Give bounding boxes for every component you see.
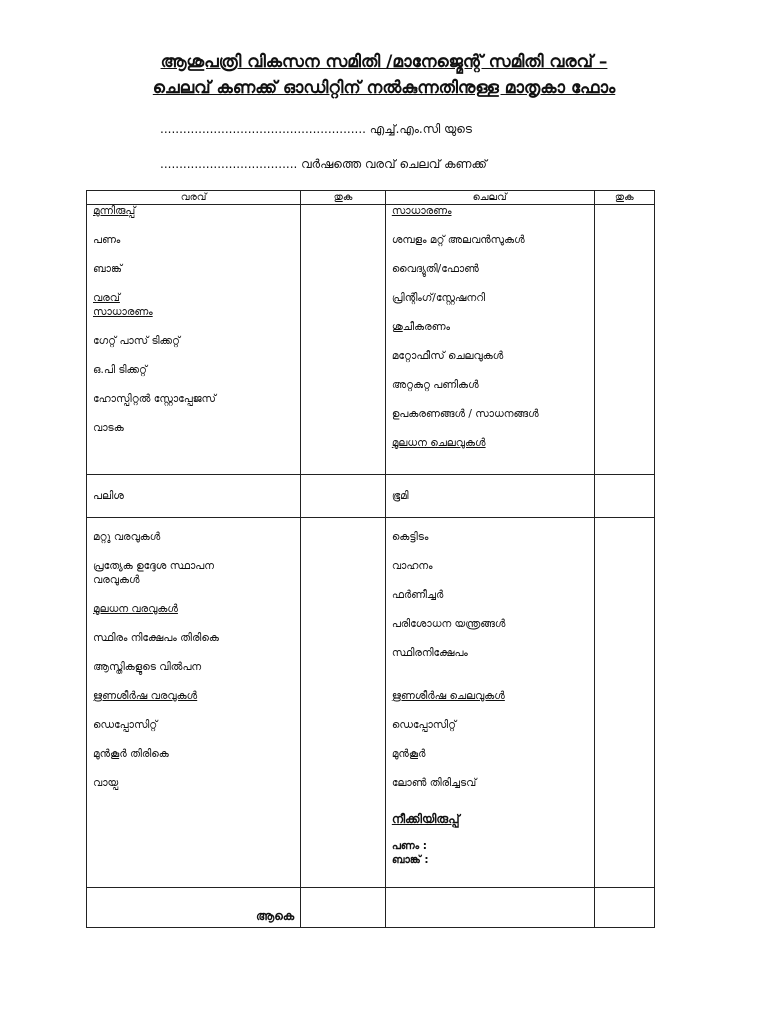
income-amount-cell-section1[interactable] bbox=[301, 205, 386, 475]
list-item: ശുചീകരണം bbox=[391, 321, 450, 333]
list-item: മൂലധന ചെലവുകൾ bbox=[391, 437, 486, 449]
list-item: മൂലധന വരവുകൾ bbox=[93, 603, 178, 615]
table-row-section1 bbox=[87, 205, 655, 475]
list-item: വാടക bbox=[93, 422, 124, 434]
list-item: മുൻകൂർ തിരികെ bbox=[93, 748, 169, 760]
list-item: വാഹനം bbox=[391, 560, 433, 572]
expense-cell-section2 bbox=[385, 475, 594, 518]
table-row-section3 bbox=[87, 518, 655, 888]
balance-heading: നീക്കിയിരുപ്പ് bbox=[391, 812, 460, 826]
list-item: ശമ്പളം മറ്റ് അലവൻസുകൾ bbox=[391, 234, 525, 246]
list-item: മുൻകൂർ bbox=[391, 748, 426, 760]
total-label: ആകെ bbox=[87, 888, 301, 928]
year-account-line: .................................... വർഷത്തെ വരവ് ചെലവ് കണക്ക് bbox=[160, 157, 487, 171]
list-item: വരവ് bbox=[93, 292, 120, 304]
list-item: ബാങ്ക് : bbox=[391, 854, 429, 866]
list-item: ഡെപ്പോസിറ്റ് bbox=[93, 719, 158, 731]
expense-total-cell[interactable] bbox=[594, 888, 654, 928]
list-item: ഉപകരണങ്ങൾ / സാധനങ്ങൾ bbox=[391, 408, 539, 420]
income-amount-cell-section3[interactable] bbox=[301, 518, 386, 888]
list-item: വായ്പ bbox=[93, 777, 119, 789]
list-item: പ്രിന്റിംഗ്/സ്റ്റേഷനറി bbox=[391, 292, 486, 304]
income-amount-cell-section2[interactable] bbox=[301, 475, 386, 518]
list-item: സാധാരണം bbox=[391, 205, 452, 217]
table-row-section2 bbox=[87, 475, 655, 518]
list-item: സ്ഥിരനിക്ഷേപം bbox=[391, 647, 468, 659]
list-item: ബാങ്ക് bbox=[93, 263, 122, 275]
list-item: സാധാരണം bbox=[93, 306, 153, 318]
list-item: കെട്ടിടം bbox=[391, 531, 429, 543]
list-item: ഒ.പി ടിക്കറ്റ് bbox=[93, 364, 147, 376]
expense-amount-cell-section3[interactable] bbox=[594, 518, 654, 888]
list-item: വരവുകൾ bbox=[93, 574, 140, 586]
list-item: ഹോസ്പിറ്റൽ സ്റ്റോപ്പേജസ് bbox=[93, 393, 216, 405]
list-item: ആസ്തികളുടെ വിൽപന bbox=[93, 661, 202, 673]
list-item: പണം bbox=[93, 234, 121, 246]
table-row-total bbox=[87, 888, 655, 928]
header-amount-expense: തുക bbox=[594, 191, 654, 205]
hmc-name-line: ...................................................... എച്ച്.എം.സി യുടെ bbox=[160, 122, 472, 136]
header-expense: ചെലവ് bbox=[385, 191, 594, 205]
list-item: പരിശോധന യന്ത്രങ്ങൾ bbox=[391, 618, 506, 630]
list-item: ഡെപ്പോസിറ്റ് bbox=[391, 719, 457, 731]
form-title-line2: ചെലവ് കണക്ക് ഓഡിറ്റിന് നൽകുന്നതിനുള്ള മാതൃകാ ഫോം bbox=[152, 78, 616, 98]
list-item: മുന്നിരുപ്പ് bbox=[93, 205, 136, 217]
list-item: ഫർണീച്ചർ bbox=[391, 589, 444, 601]
header-amount-income: തുക bbox=[301, 191, 386, 205]
list-item: പണം : bbox=[391, 840, 427, 852]
expense-cell-section3 bbox=[385, 518, 594, 888]
list-item: മറ്റു വരവുകൾ bbox=[93, 531, 161, 543]
list-item: മറ്റോഫീസ് ചെലവുകൾ bbox=[391, 350, 504, 362]
list-item: ഋണശീർഷ വരവുകൾ bbox=[93, 690, 198, 702]
income-cell-section2 bbox=[87, 475, 301, 518]
income-cell-section1 bbox=[87, 205, 301, 475]
header-income: വരവ് bbox=[87, 191, 301, 205]
list-item: പലിശ bbox=[93, 489, 124, 502]
list-item: ഭൂമി bbox=[391, 489, 409, 502]
table-header-row bbox=[87, 191, 655, 205]
income-total-cell[interactable] bbox=[301, 888, 386, 928]
list-item: ലോൺ തിരിച്ചടവ് bbox=[391, 777, 477, 789]
list-item: പ്രത്യേക ഉദ്ദേശ സ്ഥാപന bbox=[93, 560, 214, 572]
list-item: സ്ഥിരം നിക്ഷേപം തിരികെ bbox=[93, 632, 219, 644]
form-title-line1: ആശുപത്രി വികസന സമിതി /മാനേജ്മെന്റ് സമിതി വരവ് – bbox=[160, 52, 608, 72]
expense-amount-cell-section1[interactable] bbox=[594, 205, 654, 475]
expense-total-label-cell bbox=[385, 888, 594, 928]
income-cell-section3 bbox=[87, 518, 301, 888]
list-item: അറ്റകുറ്റ പണികൾ bbox=[391, 379, 479, 391]
list-item: ഗേറ്റ് പാസ് ടിക്കറ്റ് bbox=[93, 335, 180, 347]
income-expense-table bbox=[86, 190, 655, 928]
list-item: വൈദ്യുതി/ഫോൺ bbox=[391, 263, 479, 275]
list-item: ഋണശീർഷ ചെലവുകൾ bbox=[391, 690, 505, 702]
expense-cell-section1 bbox=[385, 205, 594, 475]
expense-amount-cell-section2[interactable] bbox=[594, 475, 654, 518]
